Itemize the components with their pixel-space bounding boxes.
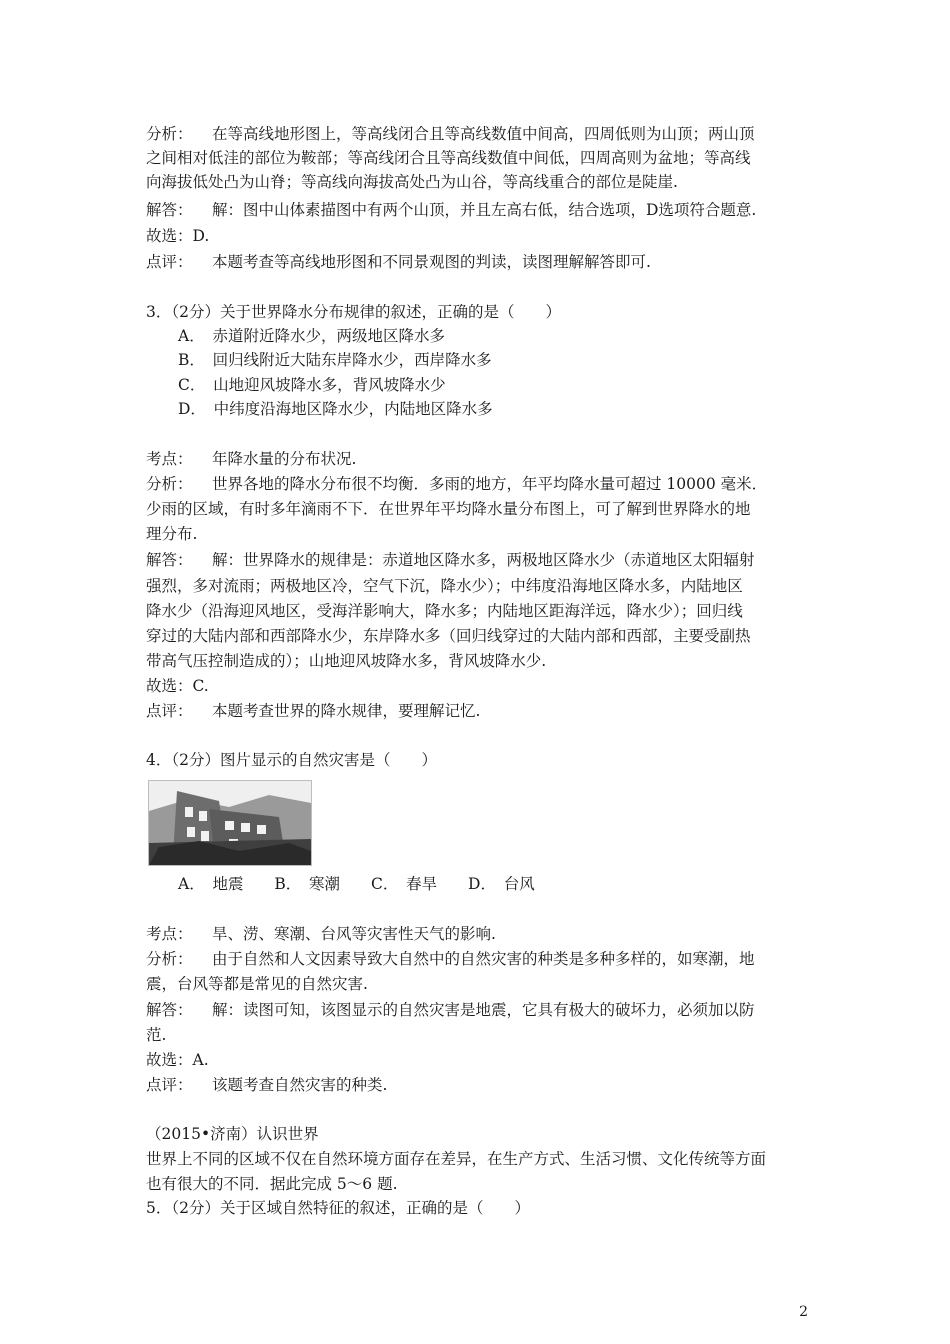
q3-option-b: B． 回归线附近大陆东岸降水少，西岸降水多	[178, 351, 492, 369]
section-source: （2015•济南）认识世界	[146, 1125, 319, 1143]
q4-solution-1: 解答： 解：读图可知，该图显示的自然灾害是地震，它具有极大的破坏力，必须加以防	[146, 998, 755, 1022]
q3-knowledge-point: 考点： 年降水量的分布状况.	[146, 447, 356, 471]
question-5-stem: 5．（2分）关于区域自然特征的叙述，正确的是（ ）	[146, 1199, 530, 1217]
q3-option-a: A． 赤道附近降水少，两级地区降水多	[178, 327, 445, 345]
q4-solution-2: 范.	[146, 1026, 167, 1044]
q3-choice: 故选：C.	[146, 677, 209, 695]
q4-comment: 点评： 该题考查自然灾害的种类.	[146, 1073, 387, 1097]
choice-line: 故选：D.	[146, 227, 210, 245]
q4-option-d: D． 台风	[468, 875, 535, 893]
page-number: 2	[799, 1304, 808, 1320]
q4-options	[178, 872, 561, 896]
answer-line: 解答： 解：图中山体素描图中有两个山顶，并且左高右低，结合选项，D选项符合题意.	[146, 198, 756, 222]
q4-cm-label: 点评：	[146, 1076, 193, 1094]
section-intro-2: 也有很大的不同．据此完成 5～6 题.	[146, 1175, 398, 1193]
q3-sol-label: 解答：	[146, 551, 193, 569]
q3-analysis-1: 分析： 世界各地的降水分布很不均衡．多雨的地方，年平均降水量可超过 10000 毫米．	[146, 472, 767, 496]
question-4-stem: 4．（2分）图片显示的自然灾害是（ ）	[146, 751, 437, 769]
q3-comment: 点评： 本题考查世界的降水规律，要理解记忆.	[146, 699, 480, 723]
analysis-line-3: 向海拔低处凸为山脊；等高线向海拔高处凸为山谷，等高线重合的部位是陡崖.	[146, 173, 678, 191]
q3-option-c: C． 山地迎风坡降水多，背风坡降水少	[178, 376, 446, 394]
question-3-stem: 3．（2分）关于世界降水分布规律的叙述，正确的是（ ）	[146, 303, 561, 321]
q4-option-a: A． 地震	[178, 875, 244, 893]
q3-solution-4: 穿过的大陆内部和西部降水少，东岸降水多（回归线穿过的大陆内部和西部，主要受副热	[146, 627, 751, 645]
q3-solution-1: 解答： 解：世界降水的规律是：赤道地区降水多，两极地区降水少（赤道地区太阳辐射	[146, 548, 755, 572]
answer-label: 解答：	[146, 201, 193, 219]
q3-option-d: D． 中纬度沿海地区降水少，内陆地区降水多	[178, 400, 493, 418]
comment-label: 点评：	[146, 253, 193, 271]
section-intro-1: 世界上不同的区域不仅在自然环境方面存在差异，在生产方式、生活习惯、文化传统等方面	[146, 1150, 767, 1168]
q3-analysis-2: 少雨的区域，有时多年滴雨不下．在世界年平均降水量分布图上，可了解到世界降水的地	[146, 500, 751, 518]
comment-line: 点评： 本题考查等高线地形图和不同景观图的判读，读图理解解答即可.	[146, 250, 651, 274]
q4-analysis-1: 分析： 由于自然和人文因素导致大自然中的自然灾害的种类是多种多样的，如寒潮，地	[146, 947, 755, 971]
q4-kp-label: 考点：	[146, 925, 193, 943]
q4-an-label: 分析：	[146, 950, 193, 968]
analysis-line-1: 分析： 在等高线地形图上，等高线闭合且等高线数值中间高，四周低则为山顶；两山顶	[146, 122, 755, 146]
q4-choice: 故选：A.	[146, 1051, 209, 1069]
q4-option-b: B． 寒潮	[274, 875, 341, 893]
q4-analysis-2: 震，台风等都是常见的自然灾害.	[146, 975, 368, 993]
q3-cm-label: 点评：	[146, 702, 193, 720]
q3-kp-label: 考点：	[146, 450, 193, 468]
analysis-line-2: 之间相对低洼的部位为鞍部；等高线闭合且等高线数值中间低，四周高则为盆地；等高线	[146, 149, 751, 167]
q3-solution-3: 降水少（沿海迎风地区，受海洋影响大，降水多；内陆地区距海洋远，降水少）；回归线	[146, 602, 743, 620]
q3-solution-2: 强烈，多对流雨；两极地区冷，空气下沉，降水少）；中纬度沿海地区降水多，内陆地区	[146, 577, 743, 595]
q3-an-label: 分析：	[146, 475, 193, 493]
q4-sol-label: 解答：	[146, 1001, 193, 1019]
collapsed-building-image	[149, 781, 311, 865]
q3-analysis-3: 理分布.	[146, 525, 198, 543]
q3-solution-5: 带高气压控制造成的）；山地迎风坡降水多，背风坡降水少.	[146, 652, 547, 670]
analysis-label: 分析：	[146, 125, 193, 143]
q4-knowledge-point: 考点： 旱、涝、寒潮、台风等灾害性天气的影响.	[146, 922, 496, 946]
q4-option-c: C． 春旱	[370, 875, 438, 893]
earthquake-photo	[148, 780, 312, 866]
